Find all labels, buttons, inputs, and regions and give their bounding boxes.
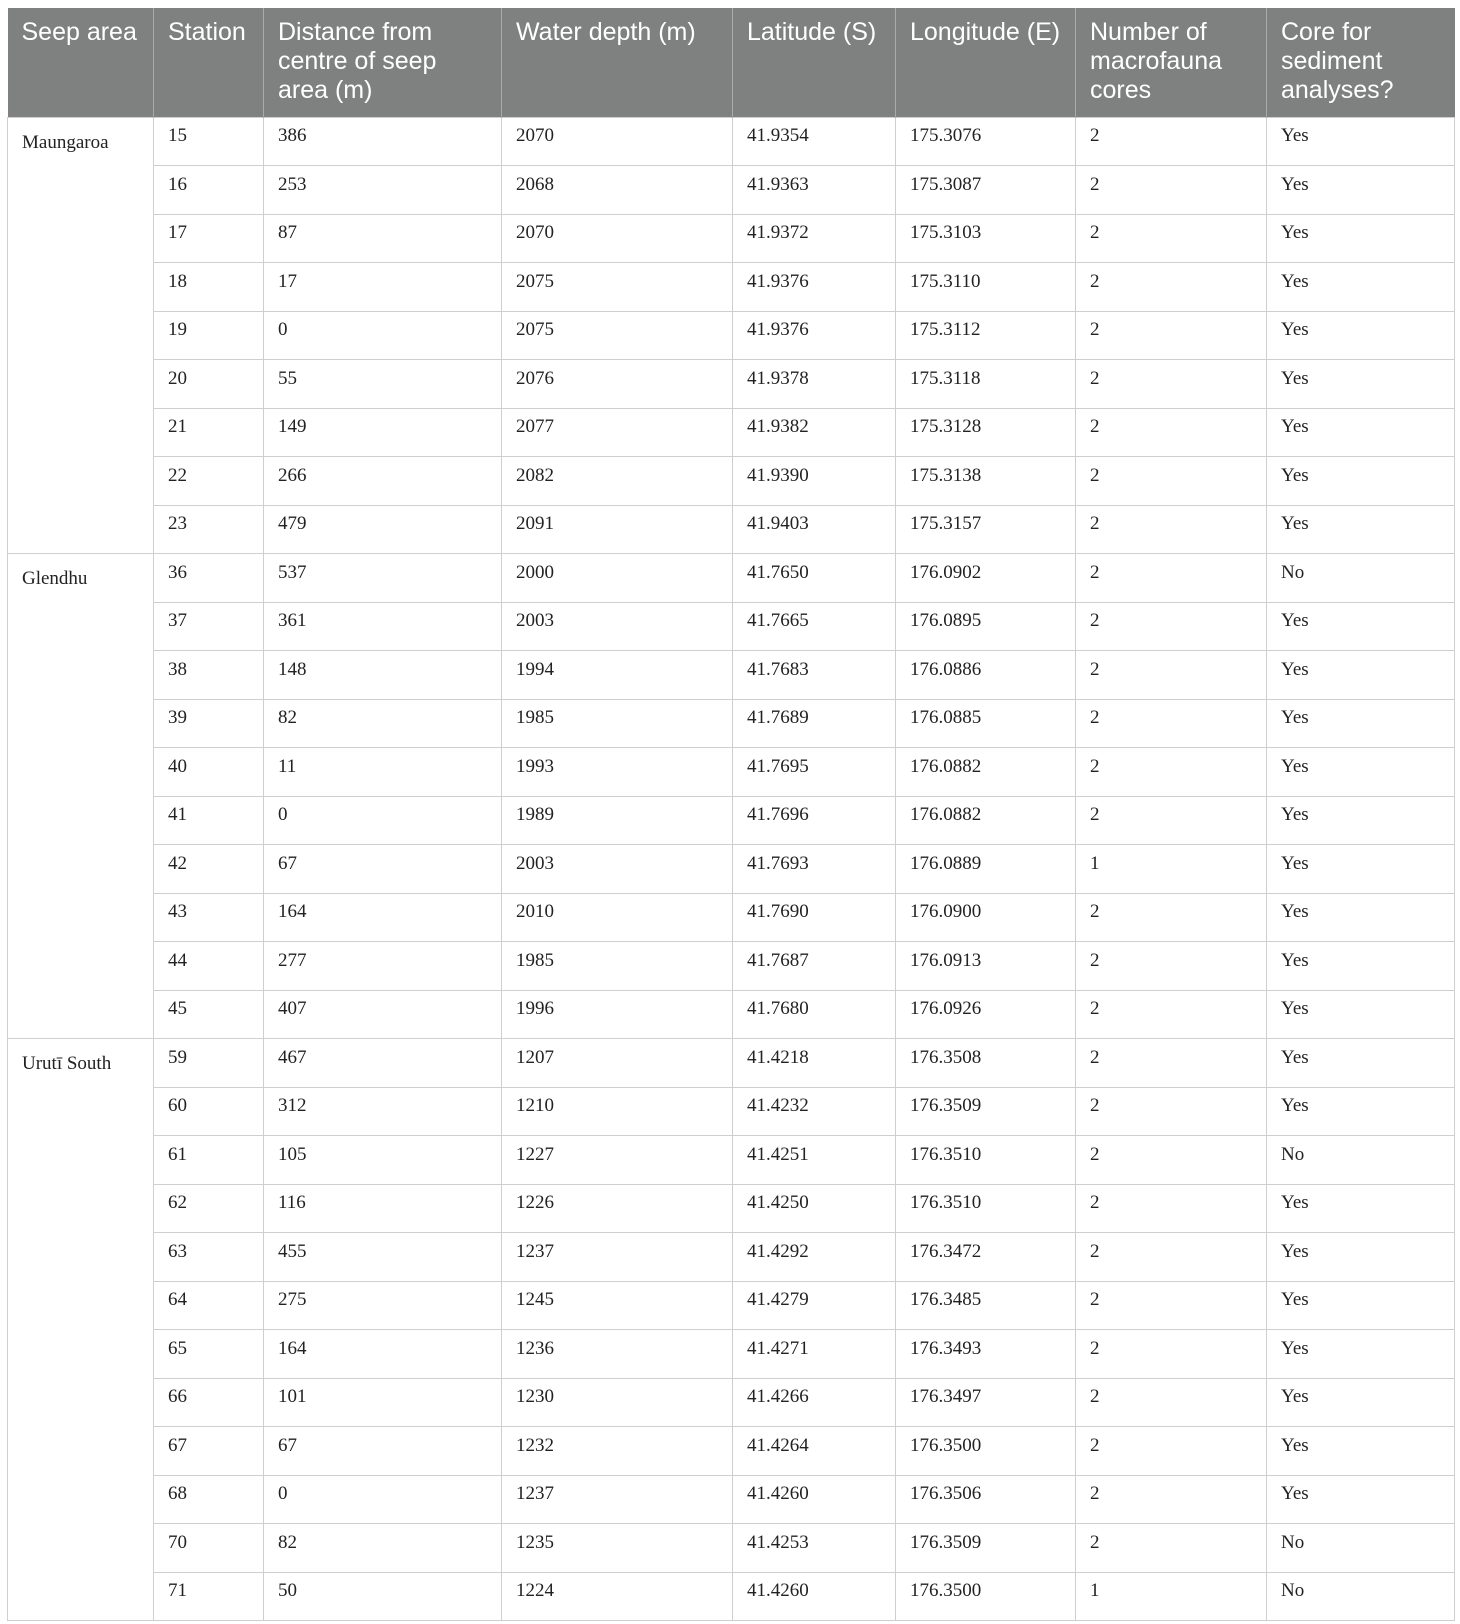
station-cell: 37 [154, 602, 264, 651]
header-macrofauna-cores: Number of macrofauna cores [1076, 8, 1267, 117]
station-cell: 68 [154, 1475, 264, 1524]
distance-cell: 164 [264, 893, 502, 942]
macrofauna-cores-cell: 2 [1076, 1378, 1267, 1427]
header-sediment-core: Core for sediment analyses? [1267, 8, 1455, 117]
station-cell: 18 [154, 263, 264, 312]
distance-cell: 105 [264, 1136, 502, 1185]
sediment-core-cell: Yes [1267, 1475, 1455, 1524]
macrofauna-cores-cell: 2 [1076, 1087, 1267, 1136]
longitude-cell: 176.3510 [896, 1184, 1076, 1233]
table-row [8, 748, 1455, 797]
water-depth-cell: 1235 [502, 1524, 733, 1573]
distance-cell: 407 [264, 990, 502, 1039]
water-depth-cell: 2075 [502, 311, 733, 360]
station-cell: 66 [154, 1378, 264, 1427]
table-row [8, 117, 1455, 166]
latitude-cell: 41.4218 [733, 1039, 896, 1088]
longitude-cell: 176.3506 [896, 1475, 1076, 1524]
longitude-cell: 176.0895 [896, 602, 1076, 651]
latitude-cell: 41.7696 [733, 796, 896, 845]
macrofauna-cores-cell: 2 [1076, 990, 1267, 1039]
water-depth-cell: 2076 [502, 360, 733, 409]
header-distance: Distance from centre of seep area (m) [264, 8, 502, 117]
station-cell: 59 [154, 1039, 264, 1088]
water-depth-cell: 1236 [502, 1330, 733, 1379]
header-row [8, 8, 1455, 117]
table-row [8, 942, 1455, 991]
station-cell: 39 [154, 699, 264, 748]
station-cell: 67 [154, 1427, 264, 1476]
sediment-core-cell: Yes [1267, 1233, 1455, 1282]
longitude-cell: 176.3485 [896, 1281, 1076, 1330]
station-cell: 45 [154, 990, 264, 1039]
longitude-cell: 176.3500 [896, 1427, 1076, 1476]
water-depth-cell: 2010 [502, 893, 733, 942]
water-depth-cell: 2003 [502, 602, 733, 651]
station-cell: 15 [154, 117, 264, 166]
longitude-cell: 175.3087 [896, 166, 1076, 215]
water-depth-cell: 2082 [502, 457, 733, 506]
latitude-cell: 41.7693 [733, 845, 896, 894]
header-water-depth: Water depth (m) [502, 8, 733, 117]
station-cell: 40 [154, 748, 264, 797]
macrofauna-cores-cell: 2 [1076, 554, 1267, 603]
table-row [8, 505, 1455, 554]
distance-cell: 148 [264, 651, 502, 700]
longitude-cell: 175.3103 [896, 214, 1076, 263]
water-depth-cell: 1210 [502, 1087, 733, 1136]
longitude-cell: 176.3497 [896, 1378, 1076, 1427]
latitude-cell: 41.4250 [733, 1184, 896, 1233]
longitude-cell: 176.3509 [896, 1524, 1076, 1573]
distance-cell: 50 [264, 1572, 502, 1621]
table-row [8, 699, 1455, 748]
latitude-cell: 41.7695 [733, 748, 896, 797]
macrofauna-cores-cell: 2 [1076, 1281, 1267, 1330]
latitude-cell: 41.4260 [733, 1572, 896, 1621]
sediment-core-cell: Yes [1267, 748, 1455, 797]
macrofauna-cores-cell: 2 [1076, 1475, 1267, 1524]
macrofauna-cores-cell: 2 [1076, 1136, 1267, 1185]
macrofauna-cores-cell: 2 [1076, 166, 1267, 215]
macrofauna-cores-cell: 1 [1076, 845, 1267, 894]
sediment-core-cell: Yes [1267, 651, 1455, 700]
sediment-core-cell: Yes [1267, 263, 1455, 312]
latitude-cell: 41.9354 [733, 117, 896, 166]
distance-cell: 101 [264, 1378, 502, 1427]
station-cell: 63 [154, 1233, 264, 1282]
distance-cell: 67 [264, 845, 502, 894]
distance-cell: 277 [264, 942, 502, 991]
macrofauna-cores-cell: 2 [1076, 117, 1267, 166]
station-cell: 71 [154, 1572, 264, 1621]
latitude-cell: 41.9376 [733, 311, 896, 360]
macrofauna-cores-cell: 2 [1076, 796, 1267, 845]
sediment-core-cell: Yes [1267, 893, 1455, 942]
table-row [8, 796, 1455, 845]
table-row [8, 1475, 1455, 1524]
station-cell: 16 [154, 166, 264, 215]
macrofauna-cores-cell: 2 [1076, 748, 1267, 797]
longitude-cell: 175.3118 [896, 360, 1076, 409]
latitude-cell: 41.7690 [733, 893, 896, 942]
latitude-cell: 41.9378 [733, 360, 896, 409]
longitude-cell: 176.3509 [896, 1087, 1076, 1136]
table-row [8, 1039, 1455, 1088]
distance-cell: 361 [264, 602, 502, 651]
water-depth-cell: 2075 [502, 263, 733, 312]
longitude-cell: 176.0882 [896, 748, 1076, 797]
water-depth-cell: 1989 [502, 796, 733, 845]
water-depth-cell: 1237 [502, 1475, 733, 1524]
table-row [8, 457, 1455, 506]
station-cell: 44 [154, 942, 264, 991]
table-row [8, 990, 1455, 1039]
sediment-core-cell: Yes [1267, 796, 1455, 845]
macrofauna-cores-cell: 2 [1076, 942, 1267, 991]
latitude-cell: 41.4264 [733, 1427, 896, 1476]
latitude-cell: 41.7687 [733, 942, 896, 991]
sediment-core-cell: Yes [1267, 1330, 1455, 1379]
water-depth-cell: 2068 [502, 166, 733, 215]
sediment-core-cell: Yes [1267, 408, 1455, 457]
water-depth-cell: 2077 [502, 408, 733, 457]
macrofauna-cores-cell: 2 [1076, 505, 1267, 554]
latitude-cell: 41.4253 [733, 1524, 896, 1573]
header-longitude: Longitude (E) [896, 8, 1076, 117]
station-cell: 38 [154, 651, 264, 700]
water-depth-cell: 1245 [502, 1281, 733, 1330]
water-depth-cell: 1237 [502, 1233, 733, 1282]
table-row [8, 602, 1455, 651]
sediment-core-cell: No [1267, 1524, 1455, 1573]
macrofauna-cores-cell: 2 [1076, 1330, 1267, 1379]
distance-cell: 0 [264, 1475, 502, 1524]
station-cell: 41 [154, 796, 264, 845]
latitude-cell: 41.4292 [733, 1233, 896, 1282]
sediment-core-cell: Yes [1267, 457, 1455, 506]
macrofauna-cores-cell: 2 [1076, 408, 1267, 457]
water-depth-cell: 1993 [502, 748, 733, 797]
latitude-cell: 41.9372 [733, 214, 896, 263]
sediment-core-cell: Yes [1267, 166, 1455, 215]
water-depth-cell: 1207 [502, 1039, 733, 1088]
sediment-core-cell: Yes [1267, 1281, 1455, 1330]
distance-cell: 82 [264, 1524, 502, 1573]
water-depth-cell: 1226 [502, 1184, 733, 1233]
longitude-cell: 176.3472 [896, 1233, 1076, 1282]
longitude-cell: 175.3157 [896, 505, 1076, 554]
table-row [8, 893, 1455, 942]
latitude-cell: 41.4266 [733, 1378, 896, 1427]
distance-cell: 116 [264, 1184, 502, 1233]
table-row [8, 1330, 1455, 1379]
sediment-core-cell: No [1267, 554, 1455, 603]
macrofauna-cores-cell: 2 [1076, 311, 1267, 360]
distance-cell: 55 [264, 360, 502, 409]
longitude-cell: 176.0926 [896, 990, 1076, 1039]
sediment-core-cell: Yes [1267, 1184, 1455, 1233]
sediment-core-cell: Yes [1267, 990, 1455, 1039]
station-cell: 22 [154, 457, 264, 506]
macrofauna-cores-cell: 2 [1076, 699, 1267, 748]
sediment-core-cell: Yes [1267, 311, 1455, 360]
station-cell: 21 [154, 408, 264, 457]
distance-cell: 275 [264, 1281, 502, 1330]
station-cell: 36 [154, 554, 264, 603]
sediment-core-cell: Yes [1267, 505, 1455, 554]
water-depth-cell: 1994 [502, 651, 733, 700]
distance-cell: 149 [264, 408, 502, 457]
latitude-cell: 41.7689 [733, 699, 896, 748]
table-row [8, 263, 1455, 312]
table-row [8, 1233, 1455, 1282]
distance-cell: 87 [264, 214, 502, 263]
station-cell: 23 [154, 505, 264, 554]
station-cell: 62 [154, 1184, 264, 1233]
sediment-core-cell: Yes [1267, 1427, 1455, 1476]
distance-cell: 164 [264, 1330, 502, 1379]
distance-cell: 479 [264, 505, 502, 554]
latitude-cell: 41.9376 [733, 263, 896, 312]
macrofauna-cores-cell: 2 [1076, 651, 1267, 700]
sediment-core-cell: Yes [1267, 1087, 1455, 1136]
longitude-cell: 175.3076 [896, 117, 1076, 166]
distance-cell: 467 [264, 1039, 502, 1088]
latitude-cell: 41.9363 [733, 166, 896, 215]
macrofauna-cores-cell: 2 [1076, 263, 1267, 312]
macrofauna-cores-cell: 2 [1076, 602, 1267, 651]
distance-cell: 0 [264, 796, 502, 845]
table-row [8, 651, 1455, 700]
table-row [8, 1184, 1455, 1233]
table-row [8, 1136, 1455, 1185]
longitude-cell: 175.3112 [896, 311, 1076, 360]
distance-cell: 537 [264, 554, 502, 603]
distance-cell: 386 [264, 117, 502, 166]
macrofauna-cores-cell: 2 [1076, 1039, 1267, 1088]
station-cell: 64 [154, 1281, 264, 1330]
macrofauna-cores-cell: 2 [1076, 214, 1267, 263]
longitude-cell: 176.0913 [896, 942, 1076, 991]
water-depth-cell: 2000 [502, 554, 733, 603]
longitude-cell: 176.3500 [896, 1572, 1076, 1621]
seep-area-cell: Urutī South [8, 1039, 154, 1621]
sediment-core-cell: Yes [1267, 1378, 1455, 1427]
table-row [8, 554, 1455, 603]
latitude-cell: 41.4251 [733, 1136, 896, 1185]
water-depth-cell: 1232 [502, 1427, 733, 1476]
water-depth-cell: 1996 [502, 990, 733, 1039]
sediment-core-cell: Yes [1267, 942, 1455, 991]
distance-cell: 455 [264, 1233, 502, 1282]
longitude-cell: 175.3110 [896, 263, 1076, 312]
table-row [8, 408, 1455, 457]
seep-area-cell: Maungaroa [8, 117, 154, 554]
table-row [8, 166, 1455, 215]
macrofauna-cores-cell: 2 [1076, 1524, 1267, 1573]
distance-cell: 266 [264, 457, 502, 506]
table-row [8, 1378, 1455, 1427]
longitude-cell: 176.0902 [896, 554, 1076, 603]
longitude-cell: 175.3128 [896, 408, 1076, 457]
longitude-cell: 176.0885 [896, 699, 1076, 748]
header-seep-area: Seep area [8, 8, 154, 117]
distance-cell: 17 [264, 263, 502, 312]
macrofauna-cores-cell: 2 [1076, 457, 1267, 506]
latitude-cell: 41.4260 [733, 1475, 896, 1524]
station-cell: 19 [154, 311, 264, 360]
table-row [8, 1572, 1455, 1621]
water-depth-cell: 2070 [502, 214, 733, 263]
longitude-cell: 176.3493 [896, 1330, 1076, 1379]
sediment-core-cell: Yes [1267, 214, 1455, 263]
table-row [8, 360, 1455, 409]
latitude-cell: 41.9403 [733, 505, 896, 554]
distance-cell: 253 [264, 166, 502, 215]
longitude-cell: 176.3510 [896, 1136, 1076, 1185]
longitude-cell: 176.0882 [896, 796, 1076, 845]
table-row [8, 1087, 1455, 1136]
longitude-cell: 176.0889 [896, 845, 1076, 894]
water-depth-cell: 1230 [502, 1378, 733, 1427]
stations-table [7, 8, 1455, 1621]
water-depth-cell: 1227 [502, 1136, 733, 1185]
latitude-cell: 41.4279 [733, 1281, 896, 1330]
station-cell: 60 [154, 1087, 264, 1136]
table-row [8, 1524, 1455, 1573]
seep-area-cell: Glendhu [8, 554, 154, 1039]
table-row [8, 1427, 1455, 1476]
table-body [8, 117, 1455, 1621]
table-row [8, 311, 1455, 360]
macrofauna-cores-cell: 1 [1076, 1572, 1267, 1621]
water-depth-cell: 1985 [502, 699, 733, 748]
station-cell: 43 [154, 893, 264, 942]
latitude-cell: 41.7650 [733, 554, 896, 603]
station-cell: 20 [154, 360, 264, 409]
macrofauna-cores-cell: 2 [1076, 1184, 1267, 1233]
water-depth-cell: 1224 [502, 1572, 733, 1621]
distance-cell: 312 [264, 1087, 502, 1136]
macrofauna-cores-cell: 2 [1076, 893, 1267, 942]
table-row [8, 1281, 1455, 1330]
macrofauna-cores-cell: 2 [1076, 1233, 1267, 1282]
station-cell: 61 [154, 1136, 264, 1185]
distance-cell: 11 [264, 748, 502, 797]
latitude-cell: 41.7683 [733, 651, 896, 700]
latitude-cell: 41.4271 [733, 1330, 896, 1379]
header-station: Station [154, 8, 264, 117]
sediment-core-cell: Yes [1267, 117, 1455, 166]
water-depth-cell: 1985 [502, 942, 733, 991]
longitude-cell: 176.0886 [896, 651, 1076, 700]
latitude-cell: 41.7665 [733, 602, 896, 651]
sediment-core-cell: No [1267, 1136, 1455, 1185]
latitude-cell: 41.9382 [733, 408, 896, 457]
station-cell: 70 [154, 1524, 264, 1573]
sediment-core-cell: Yes [1267, 845, 1455, 894]
station-cell: 42 [154, 845, 264, 894]
sediment-core-cell: Yes [1267, 360, 1455, 409]
sediment-core-cell: No [1267, 1572, 1455, 1621]
distance-cell: 67 [264, 1427, 502, 1476]
table-row [8, 214, 1455, 263]
longitude-cell: 175.3138 [896, 457, 1076, 506]
distance-cell: 82 [264, 699, 502, 748]
macrofauna-cores-cell: 2 [1076, 360, 1267, 409]
latitude-cell: 41.7680 [733, 990, 896, 1039]
water-depth-cell: 2003 [502, 845, 733, 894]
water-depth-cell: 2070 [502, 117, 733, 166]
table-row [8, 845, 1455, 894]
station-cell: 65 [154, 1330, 264, 1379]
macrofauna-cores-cell: 2 [1076, 1427, 1267, 1476]
sediment-core-cell: Yes [1267, 602, 1455, 651]
longitude-cell: 176.3508 [896, 1039, 1076, 1088]
latitude-cell: 41.4232 [733, 1087, 896, 1136]
longitude-cell: 176.0900 [896, 893, 1076, 942]
header-latitude: Latitude (S) [733, 8, 896, 117]
distance-cell: 0 [264, 311, 502, 360]
water-depth-cell: 2091 [502, 505, 733, 554]
sediment-core-cell: Yes [1267, 699, 1455, 748]
sediment-core-cell: Yes [1267, 1039, 1455, 1088]
latitude-cell: 41.9390 [733, 457, 896, 506]
station-cell: 17 [154, 214, 264, 263]
